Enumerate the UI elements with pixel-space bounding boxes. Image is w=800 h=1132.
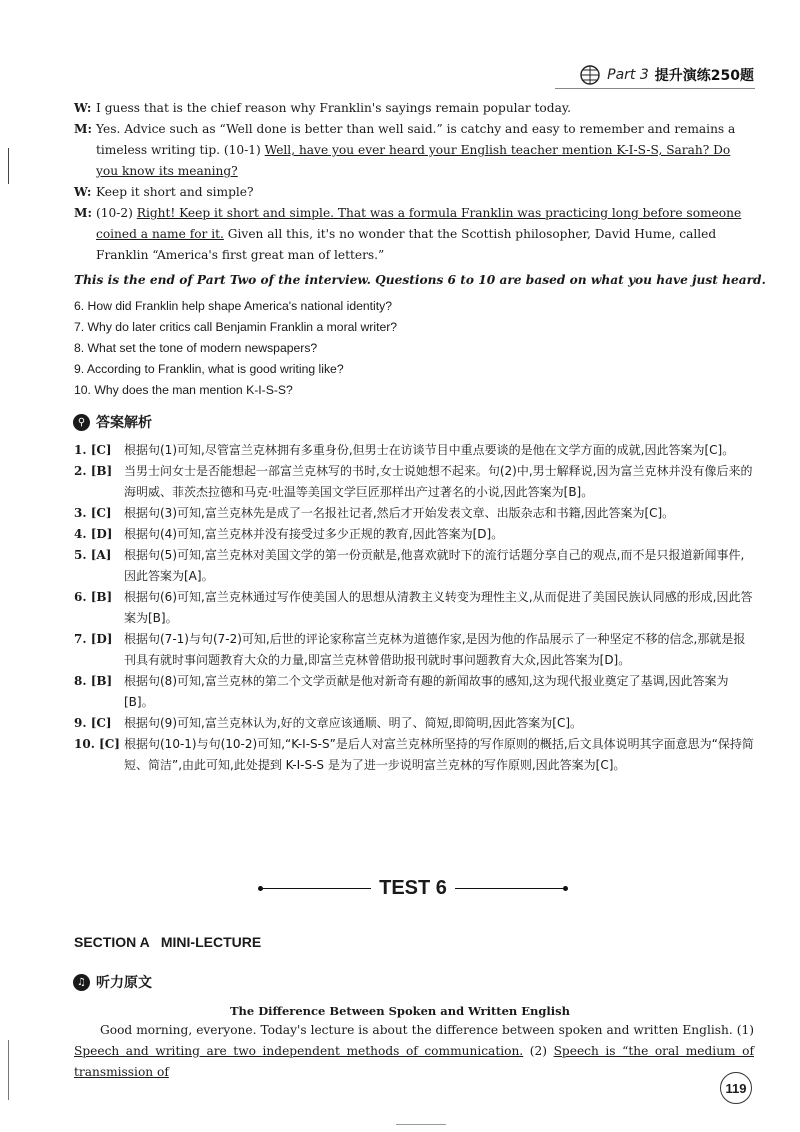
part-intro: This is the end of Part Two of the interview. Questions 6 to 10 are based on what you have just heard.: [74, 273, 766, 287]
answer-list: [74, 440, 756, 776]
lecture-text: Good morning, everyone. Today's lecture is about the difference between spoken and written English. (1): [100, 1023, 754, 1037]
dialogue-text: Given all this, it's no wonder that the Scottish philosopher, David Hume, called Franklin “America's first great man of letters.”: [96, 227, 717, 262]
dialogue-text: Yes. Advice such as “Well done is better than well said.” is catchy and easy to remember and remains a timeless writing tip. (10-1): [96, 122, 736, 157]
globe-icon: [579, 64, 601, 86]
section-heading: SECTION A MINI-LECTURE: [74, 934, 262, 950]
answer-item: [74, 440, 756, 461]
answer-heading-label: 答案解析: [96, 415, 152, 431]
dialogue-block: [74, 98, 754, 266]
question-item: 8. What set the tone of modern newspapers?: [74, 341, 318, 355]
dialogue-line: [74, 182, 754, 203]
question-list: [74, 296, 397, 401]
speaker-label: W:: [74, 185, 92, 199]
answer-text: 根据句(10-1)与句(10-2)可知,“K-I-S-S”是后人对富兰克林所坚持的写作原则的概括,后文具体说明其字面意思为“保持简短、简洁”,由此可知,此处提到 K-I-S-S 是为了进一步说明富兰克林的写作原则,因此答案为[C]。: [124, 737, 754, 772]
answer-heading: [73, 412, 152, 432]
answer-key: 1. [C]: [74, 443, 112, 457]
underlined-text: Well, have you ever heard your English teacher mention K-I-S-S, Sarah? Do you know its meaning?: [96, 143, 731, 178]
page-number: 119: [720, 1072, 752, 1104]
answer-item: [74, 734, 756, 776]
title-rule: [263, 888, 371, 889]
answer-key: 5. [A]: [74, 548, 112, 562]
title-rule: [455, 888, 563, 889]
lecture-paragraph: [74, 1020, 754, 1083]
margin-mark: [8, 148, 9, 184]
question-item: 10. Why does the man mention K-I-S-S?: [74, 383, 293, 397]
answer-key: 6. [B]: [74, 590, 113, 604]
lecture-text: (2): [523, 1044, 554, 1058]
answer-item: [74, 503, 756, 524]
answer-item: [74, 461, 756, 503]
header-part: Part 3: [607, 67, 649, 83]
underlined-text: Speech is “the oral medium of transmission of: [74, 1044, 755, 1079]
question-item: 9. According to Franklin, what is good writing like?: [74, 362, 344, 376]
answer-key: 4. [D]: [74, 527, 113, 541]
dialogue-line: [74, 119, 754, 182]
dialogue-text: (10-2): [96, 206, 137, 220]
answer-item: [74, 524, 756, 545]
answer-item: [74, 587, 756, 629]
speaker-label: M:: [74, 206, 92, 220]
dialogue-line: [74, 203, 754, 266]
answer-item: [74, 713, 756, 734]
headphones-icon: ♫: [73, 974, 90, 991]
speaker-label: M:: [74, 122, 92, 136]
question-item: 7. Why do later critics call Benjamin Franklin a moral writer?: [74, 320, 398, 334]
dialogue-text: I guess that is the chief reason why Franklin's sayings remain popular today.: [96, 101, 571, 115]
answer-key: 2. [B]: [74, 464, 113, 478]
magnifier-icon: ⚲: [73, 414, 90, 431]
answer-text: 根据句(8)可知,富兰克林的第二个文学贡献是他对新奇有趣的新闻故事的感知,这为现代报业奠定了基调,因此答案为[B]。: [124, 674, 729, 709]
header-title: 提升演练250题: [654, 68, 754, 84]
bottom-rule: [396, 1124, 446, 1125]
answer-text: 根据句(3)可知,富兰克林先是成了一名报社记者,然后才开始发表文章、出版杂志和书籍,因此答案为[C]。: [124, 506, 675, 520]
header-rule: [555, 88, 755, 89]
question-item: 6. How did Franklin help shape America's national identity?: [74, 299, 393, 313]
answer-text: 根据句(9)可知,富兰克林认为,好的文章应该通顺、明了、简短,即简明,因此答案为[C]。: [124, 716, 583, 730]
answer-key: 10. [C]: [74, 737, 120, 751]
answer-text: 根据句(4)可知,富兰克林并没有接受过多少正规的教育,因此答案为[D]。: [124, 527, 504, 541]
margin-mark: [8, 1040, 9, 1100]
answer-key: 8. [B]: [74, 674, 113, 688]
answer-text: 根据句(6)可知,富兰克林通过写作使美国人的思想从清教主义转变为理性主义,从而促进了美国民族认同感的形成,因此答案为[B]。: [124, 590, 753, 625]
underlined-text: Speech and writing are two independent methods of communication.: [74, 1044, 524, 1058]
answer-key: 3. [C]: [74, 506, 112, 520]
speaker-label: W:: [74, 101, 92, 115]
test-title-text: TEST 6: [379, 876, 447, 899]
answer-item: [74, 545, 756, 587]
answer-text: 根据句(7-1)与句(7-2)可知,后世的评论家称富兰克林为道德作家,是因为他的作品展示了一种坚定不移的信念,那就是报刊具有就时事问题教育大众的力量,即富兰克林曾借助报刊就时事问题教育大众,因此答案为[D]。: [124, 632, 746, 667]
answer-item: [74, 629, 756, 671]
lecture-title: The Difference Between Spoken and Written English: [229, 1004, 571, 1018]
title-dot: [563, 886, 568, 891]
dialogue-text: Keep it short and simple?: [96, 185, 254, 199]
answer-text: 根据句(5)可知,富兰克林对美国文学的第一份贡献是,他喜欢就时下的流行话题分享自己的观点,而不是只报道新闻事件,因此答案为[A]。: [124, 548, 745, 583]
dialogue-line: [74, 98, 754, 119]
listening-heading-label: 听力原文: [96, 975, 152, 991]
answer-key: 7. [D]: [74, 632, 113, 646]
test-title: [258, 874, 568, 902]
page-header: [579, 64, 754, 86]
underlined-text: Right! Keep it short and simple. That was a formula Franklin was practicing long before someone coined a name for it.: [96, 206, 742, 241]
answer-item: [74, 671, 756, 713]
listening-heading: [73, 972, 152, 992]
answer-text: 当男士问女士是否能想起一部富兰克林写的书时,女士说她想不起来。句(2)中,男士解释说,因为富兰克林并没有像后来的海明威、菲茨杰拉德和马克·吐温等美国文学巨匠那样出产过著名的小说,因此答案为[B]。: [124, 464, 753, 499]
answer-key: 9. [C]: [74, 716, 112, 730]
answer-text: 根据句(1)可知,尽管富兰克林拥有多重身份,但男士在访谈节目中重点要谈的是他在文学方面的成就,因此答案为[C]。: [124, 443, 735, 457]
